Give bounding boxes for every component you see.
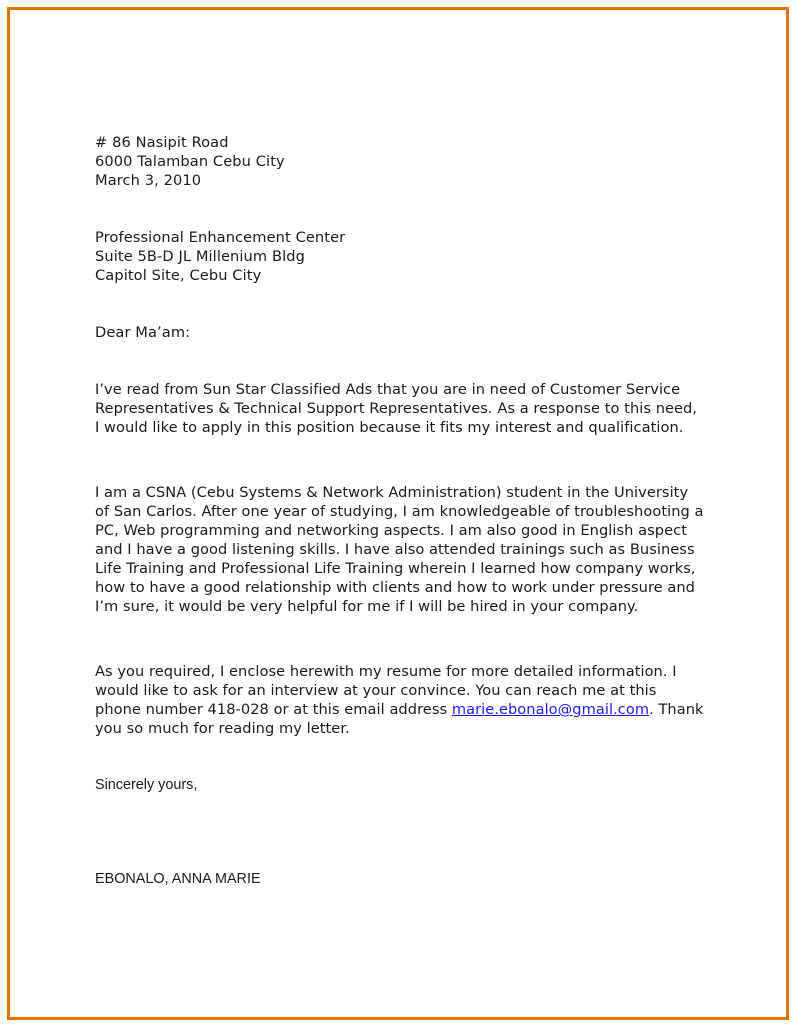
letter-date: March 3, 2010 [95, 172, 202, 189]
recipient-address-line-2: Suite 5B-D JL Millenium Bldg [95, 248, 305, 265]
signature-space [95, 795, 705, 870]
sender-address-line-2: 6000 Talamban Cebu City [95, 153, 285, 170]
paragraph-3-text-after-email: . Thank you so much for reading my letter. [95, 701, 704, 737]
spacer [95, 437, 705, 483]
spacer [95, 190, 705, 228]
recipient-address-line-3: Capitol Site, Cebu City [95, 267, 262, 284]
salutation: Dear Ma’am: [95, 324, 191, 341]
sender-address-block [95, 133, 705, 190]
spacer [95, 342, 705, 380]
email-address-link[interactable]: marie.ebonalo@gmail.com [451, 701, 650, 718]
paragraph-3-text-before-email: As you required, I enclose herewith my resume for more detailed information. I would like to ask for an interview at your convince. You can reach me at this phone number 418-028 or at this email address [95, 663, 677, 718]
body-paragraph-1: I’ve read from Sun Star Classified Ads that you are in need of Customer Service Representatives & Technical Support Representatives. As a response to this need, I would like to apply in this position because it fits my interest and qualification. [95, 381, 698, 436]
recipient-address-block [95, 228, 705, 285]
letter-body [95, 133, 705, 889]
spacer [95, 738, 705, 776]
body-paragraph-3 [95, 662, 705, 738]
recipient-address-line-1: Professional Enhancement Center [95, 229, 346, 246]
body-paragraph-2: I am a CSNA (Cebu Systems & Network Administration) student in the University of San Carlos. After one year of studying, I am knowledgeable of troubleshooting a PC, Web programming and networking aspects. I am also good in English aspect and I have a good listening skills. I have also attended trainings such as Business Life Training and Professional Life Training wherein I learned how company works, how to have a good relationship with clients and how to work under pressure and I’m sure, it would be very helpful for me if I will be hired in your company. [95, 484, 704, 615]
closing-line: Sincerely yours, [95, 777, 198, 793]
letter-page [10, 10, 783, 1014]
spacer [95, 285, 705, 323]
sender-address-line-1: # 86 Nasipit Road [95, 134, 229, 151]
spacer [95, 616, 705, 662]
signature-name: EBONALO, ANNA MARIE [95, 871, 261, 887]
